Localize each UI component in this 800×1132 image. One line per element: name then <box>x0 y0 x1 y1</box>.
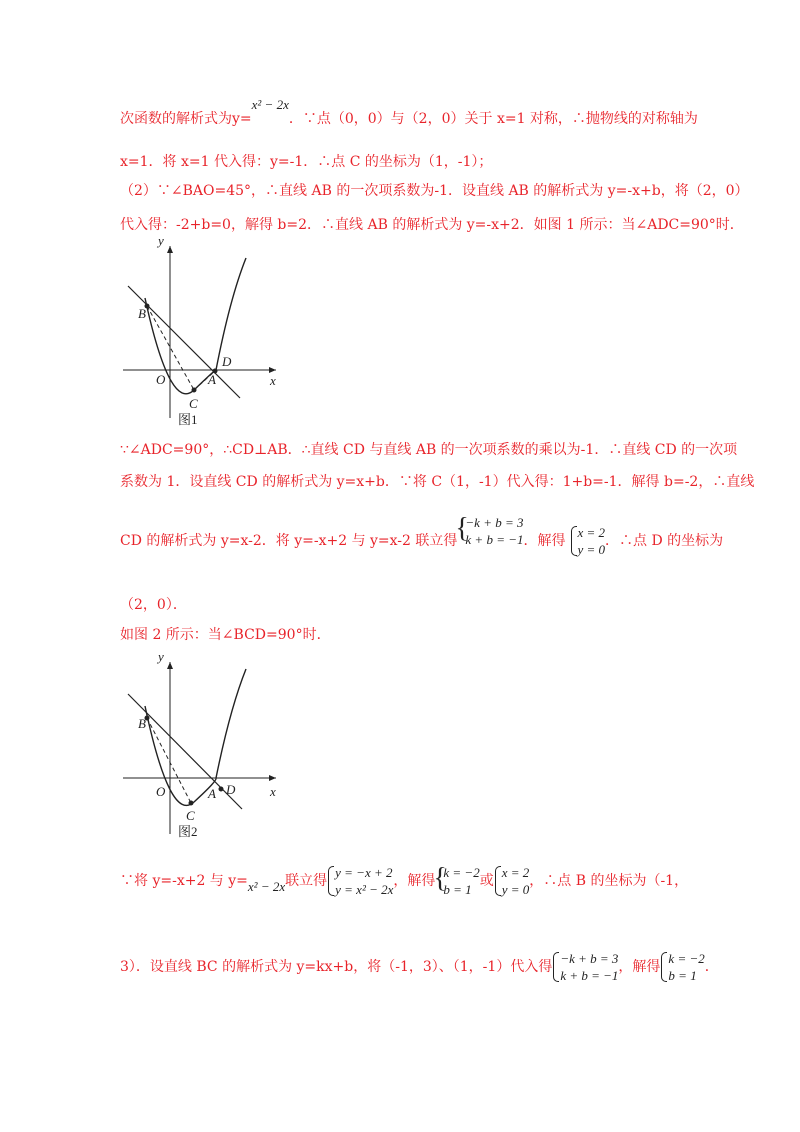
text-line-7 <box>120 515 724 558</box>
equation-system <box>435 864 479 898</box>
equation-system <box>552 950 618 984</box>
line-ab <box>128 286 240 398</box>
label-d: D <box>222 354 232 369</box>
equation-system <box>570 524 606 558</box>
label-c: C <box>189 396 198 411</box>
label-b: B <box>138 306 146 321</box>
equation-system <box>660 950 704 984</box>
y-axis-label: y <box>158 238 164 248</box>
equation: k = −2 <box>668 951 705 966</box>
math-expression: x² − 2x <box>247 879 286 894</box>
point-d <box>219 787 224 792</box>
text-line-11 <box>120 950 719 984</box>
figure-caption: 图2 <box>178 824 198 839</box>
equation: k + b = −1 <box>465 532 524 547</box>
text-line-9: 如图 2 所示：当∠BCD=90°时． <box>120 627 331 643</box>
text-segment: 或 <box>479 873 494 889</box>
text-segment: ． <box>704 959 719 975</box>
figure-1-graph <box>118 238 288 428</box>
text-segment: ，解得 <box>618 959 661 975</box>
segment-bc-dashed <box>147 718 191 803</box>
label-o: O <box>156 784 166 799</box>
point-c <box>189 801 194 806</box>
point-c <box>192 388 197 393</box>
equation: y = 0 <box>501 882 530 897</box>
equation: k + b = −1 <box>560 968 619 983</box>
figure-2-graph <box>118 654 288 844</box>
text-segment: ，∴点 B 的坐标为（-1， <box>529 873 689 889</box>
label-a: A <box>208 372 216 387</box>
equation-system <box>494 864 530 898</box>
equation: b = 1 <box>668 968 697 983</box>
text-segment: CD 的解析式为 y=x-2．将 y=-x+2 与 y=x-2 联立得 <box>120 533 458 549</box>
equation: { k = −2 <box>443 865 480 880</box>
text-segment: 3）．设直线 BC 的解析式为 y=kx+b，将（-1，3）、（1，-1）代入得 <box>120 959 553 975</box>
text-line-1 <box>120 97 698 128</box>
text-line-5: ∵∠ADC=90°，∴CD⊥AB．∴直线 CD 与直线 AB 的一次项系数的乘以为-1．∴直线 CD 的一次项 <box>120 442 738 458</box>
text-line-8: （2，0）． <box>120 597 187 613</box>
equation-system <box>457 514 523 548</box>
equation: −k + b = 3 <box>560 951 619 966</box>
text-line-2: x=1．将 x=1 代入得：y=-1．∴点 C 的坐标为（1，-1）； <box>120 154 493 170</box>
y-axis-arrow <box>167 246 173 253</box>
label-a: A <box>208 786 216 801</box>
figure-caption: 图1 <box>178 412 198 427</box>
text-segment: ．解得 <box>523 533 566 549</box>
equation: { −k + b = 3 <box>465 515 524 530</box>
equation: y = −x + 2 <box>335 865 393 880</box>
x-axis-label: x <box>270 373 276 388</box>
equation: y = x² − 2x <box>335 882 394 897</box>
text-segment: 次函数的解析式为y= <box>120 111 252 127</box>
text-line-3: （2）∵∠BAO=45°，∴直线 AB 的一次项系数为-1．设直线 AB 的解析式为 y=-x+b，将（2，0） <box>120 183 749 199</box>
line-ab <box>128 694 242 809</box>
equation: x = 2 <box>577 525 606 540</box>
text-segment: ∵将 y=-x+2 与 y= <box>120 873 248 889</box>
text-line-6: 系数为 1．设直线 CD 的解析式为 y=x+b．∵将 C（1，-1）代入得：1+b=-1．解得 b=-2，∴直线 <box>120 474 755 490</box>
y-axis-label: y <box>158 654 164 664</box>
label-d: D <box>226 782 236 797</box>
text-line-10 <box>120 864 688 898</box>
text-segment: 联立得 <box>285 873 328 889</box>
label-o: O <box>156 372 166 387</box>
y-axis-arrow <box>167 662 173 669</box>
math-expression: x² − 2x <box>251 97 289 112</box>
x-axis-label: x <box>270 784 276 799</box>
label-b: B <box>138 716 146 731</box>
x-axis-arrow <box>269 775 276 781</box>
label-c: C <box>186 808 195 823</box>
equation-system <box>327 864 393 898</box>
equation: y = 0 <box>577 542 606 557</box>
equation: x = 2 <box>501 865 530 880</box>
text-segment: ．∴点 D 的坐标为 <box>605 533 724 549</box>
equation: b = 1 <box>443 882 472 897</box>
text-segment: ．∵点（0，0）与（2，0）关于 x=1 对称，∴抛物线的对称轴为 <box>288 111 698 127</box>
text-segment: ，解得 <box>393 873 436 889</box>
text-line-4: 代入得：-2+b=0，解得 b=2．∴直线 AB 的解析式为 y=-x+2．如图 1 所示：当∠ADC=90°时． <box>120 217 744 233</box>
